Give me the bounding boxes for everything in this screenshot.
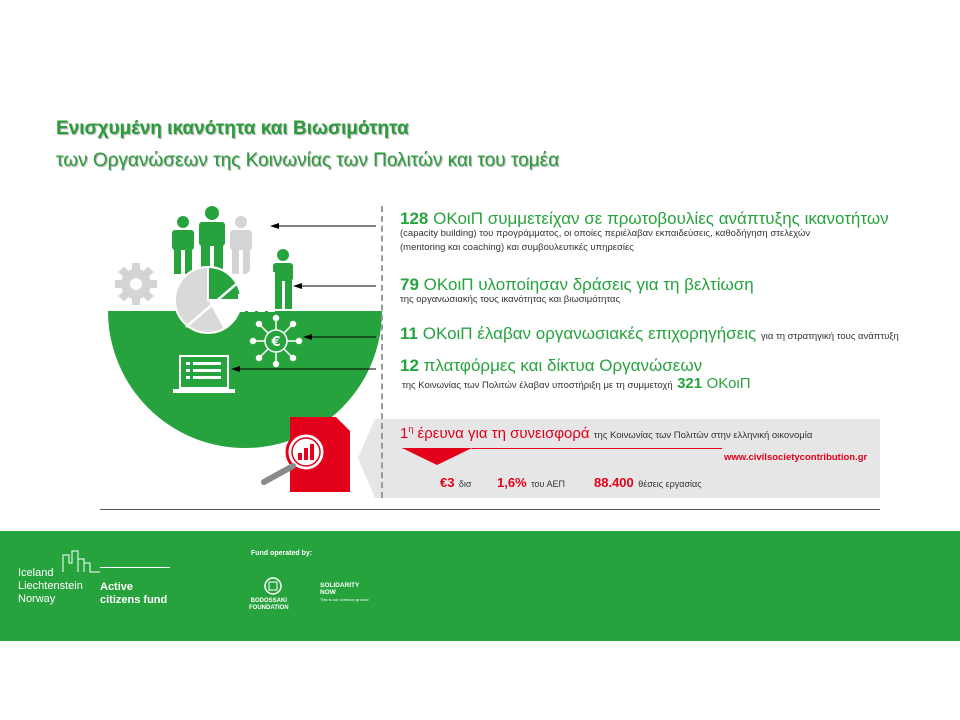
fund-name-line: citizens fund <box>100 594 168 606</box>
bodossaki-logo-text <box>249 598 289 612</box>
solidarity-now-logo <box>320 582 359 596</box>
fund-name <box>100 581 167 607</box>
gear-icon <box>115 263 157 305</box>
stat-headline: πλατφόρμες και δίκτυα Οργανώσεων <box>423 356 703 375</box>
stat-number: 128 <box>400 209 429 228</box>
stat-headline: ΟΚοιΠ υλοποίησαν δράσεις για τη βελτίωση <box>423 275 754 294</box>
solidarity-line: NOW <box>320 589 336 596</box>
solidarity-tagline: This is our common ground <box>320 597 369 602</box>
figure-unit: του ΑΕΠ <box>531 479 565 489</box>
research-figure <box>594 474 702 492</box>
stat-detail: (capacity building) του προγράμματος, οι οποίες περιέλαβαν εκπαιδεύσεις, καθοδήγηση στελεχών <box>400 228 811 239</box>
bodossaki-line: BODOSSAKI <box>250 598 287 604</box>
figure-value: €3 <box>440 475 455 490</box>
svg-text:€: € <box>271 335 281 350</box>
country-name: Liechtenstein <box>18 580 83 592</box>
figure-unit: δισ <box>458 479 472 489</box>
footer-banner <box>0 531 960 641</box>
stat-platforms <box>400 357 751 396</box>
country-name: Iceland <box>18 567 54 579</box>
buildings-logo-icon <box>62 549 102 573</box>
bottom-rule <box>100 509 880 510</box>
bodossaki-logo-icon <box>263 576 283 596</box>
stat-detail: της οργανωσιακής τους ικανότητας και βιωσιμότητας <box>400 294 621 305</box>
solidarity-line: SOLIDARITY <box>320 582 360 589</box>
stat-sustainability <box>400 276 754 307</box>
red-divider <box>472 448 722 449</box>
dashed-separator <box>381 206 383 498</box>
stat-headline: ΟΚοιΠ έλαβαν οργανωσιακές επιχορηγήσεις <box>422 324 757 343</box>
research-figure <box>497 474 565 492</box>
stat-headline: ΟΚοιΠ συμμετείχαν σε πρωτοβουλίες ανάπτυξης ικανοτήτων <box>433 209 889 228</box>
fund-name-line: Active <box>100 581 134 593</box>
stat-capacity-building <box>400 210 889 255</box>
fund-rule <box>100 567 170 568</box>
stat-number: 79 <box>400 275 419 294</box>
research-url-link[interactable]: www.civilsocietycontribution.gr <box>724 452 868 463</box>
research-rank: 1 <box>400 425 409 442</box>
title-line-1: Ενισχυμένη ικανότητα και Βιωσιμότητα <box>56 118 409 139</box>
stat-detail: (mentoring και coaching) και συμβουλευτικές υπηρεσίες <box>400 242 634 253</box>
red-triangle <box>402 448 472 466</box>
stat-number-secondary: 321 <box>677 375 703 392</box>
bodossaki-line: FOUNDATION <box>249 605 289 611</box>
country-name: Norway <box>18 593 56 605</box>
research-detail: της Κοινωνίας των Πολιτών στην ελληνική οικονομία <box>593 430 813 441</box>
stat-grants <box>400 325 899 345</box>
figure-value: 88.400 <box>594 475 634 490</box>
research-rank-suffix: η <box>408 424 414 434</box>
stat-number: 11 <box>400 324 418 343</box>
research-figure <box>440 474 472 492</box>
fund-operated-label: Fund operated by: <box>251 550 313 557</box>
research-headline: έρευνα για τη συνεισφορά <box>417 425 590 442</box>
stat-detail: για τη στρατηγική τους ανάπτυξη <box>760 331 899 342</box>
research-title <box>400 424 812 442</box>
figure-unit: θέσεις εργασίας <box>638 479 702 489</box>
panel-arrow-left <box>358 419 375 498</box>
stat-detail: της Κοινωνίας των Πολιτών έλαβαν υποστήριξη με τη συμμετοχή <box>402 380 673 391</box>
stat-number: 12 <box>400 356 419 375</box>
title-line-2: των Οργανώσεων της Κοινωνίας των Πολιτών και του τομέα <box>56 150 560 171</box>
stat-unit: ΟΚοιΠ <box>706 375 751 392</box>
figure-value: 1,6% <box>497 475 527 490</box>
